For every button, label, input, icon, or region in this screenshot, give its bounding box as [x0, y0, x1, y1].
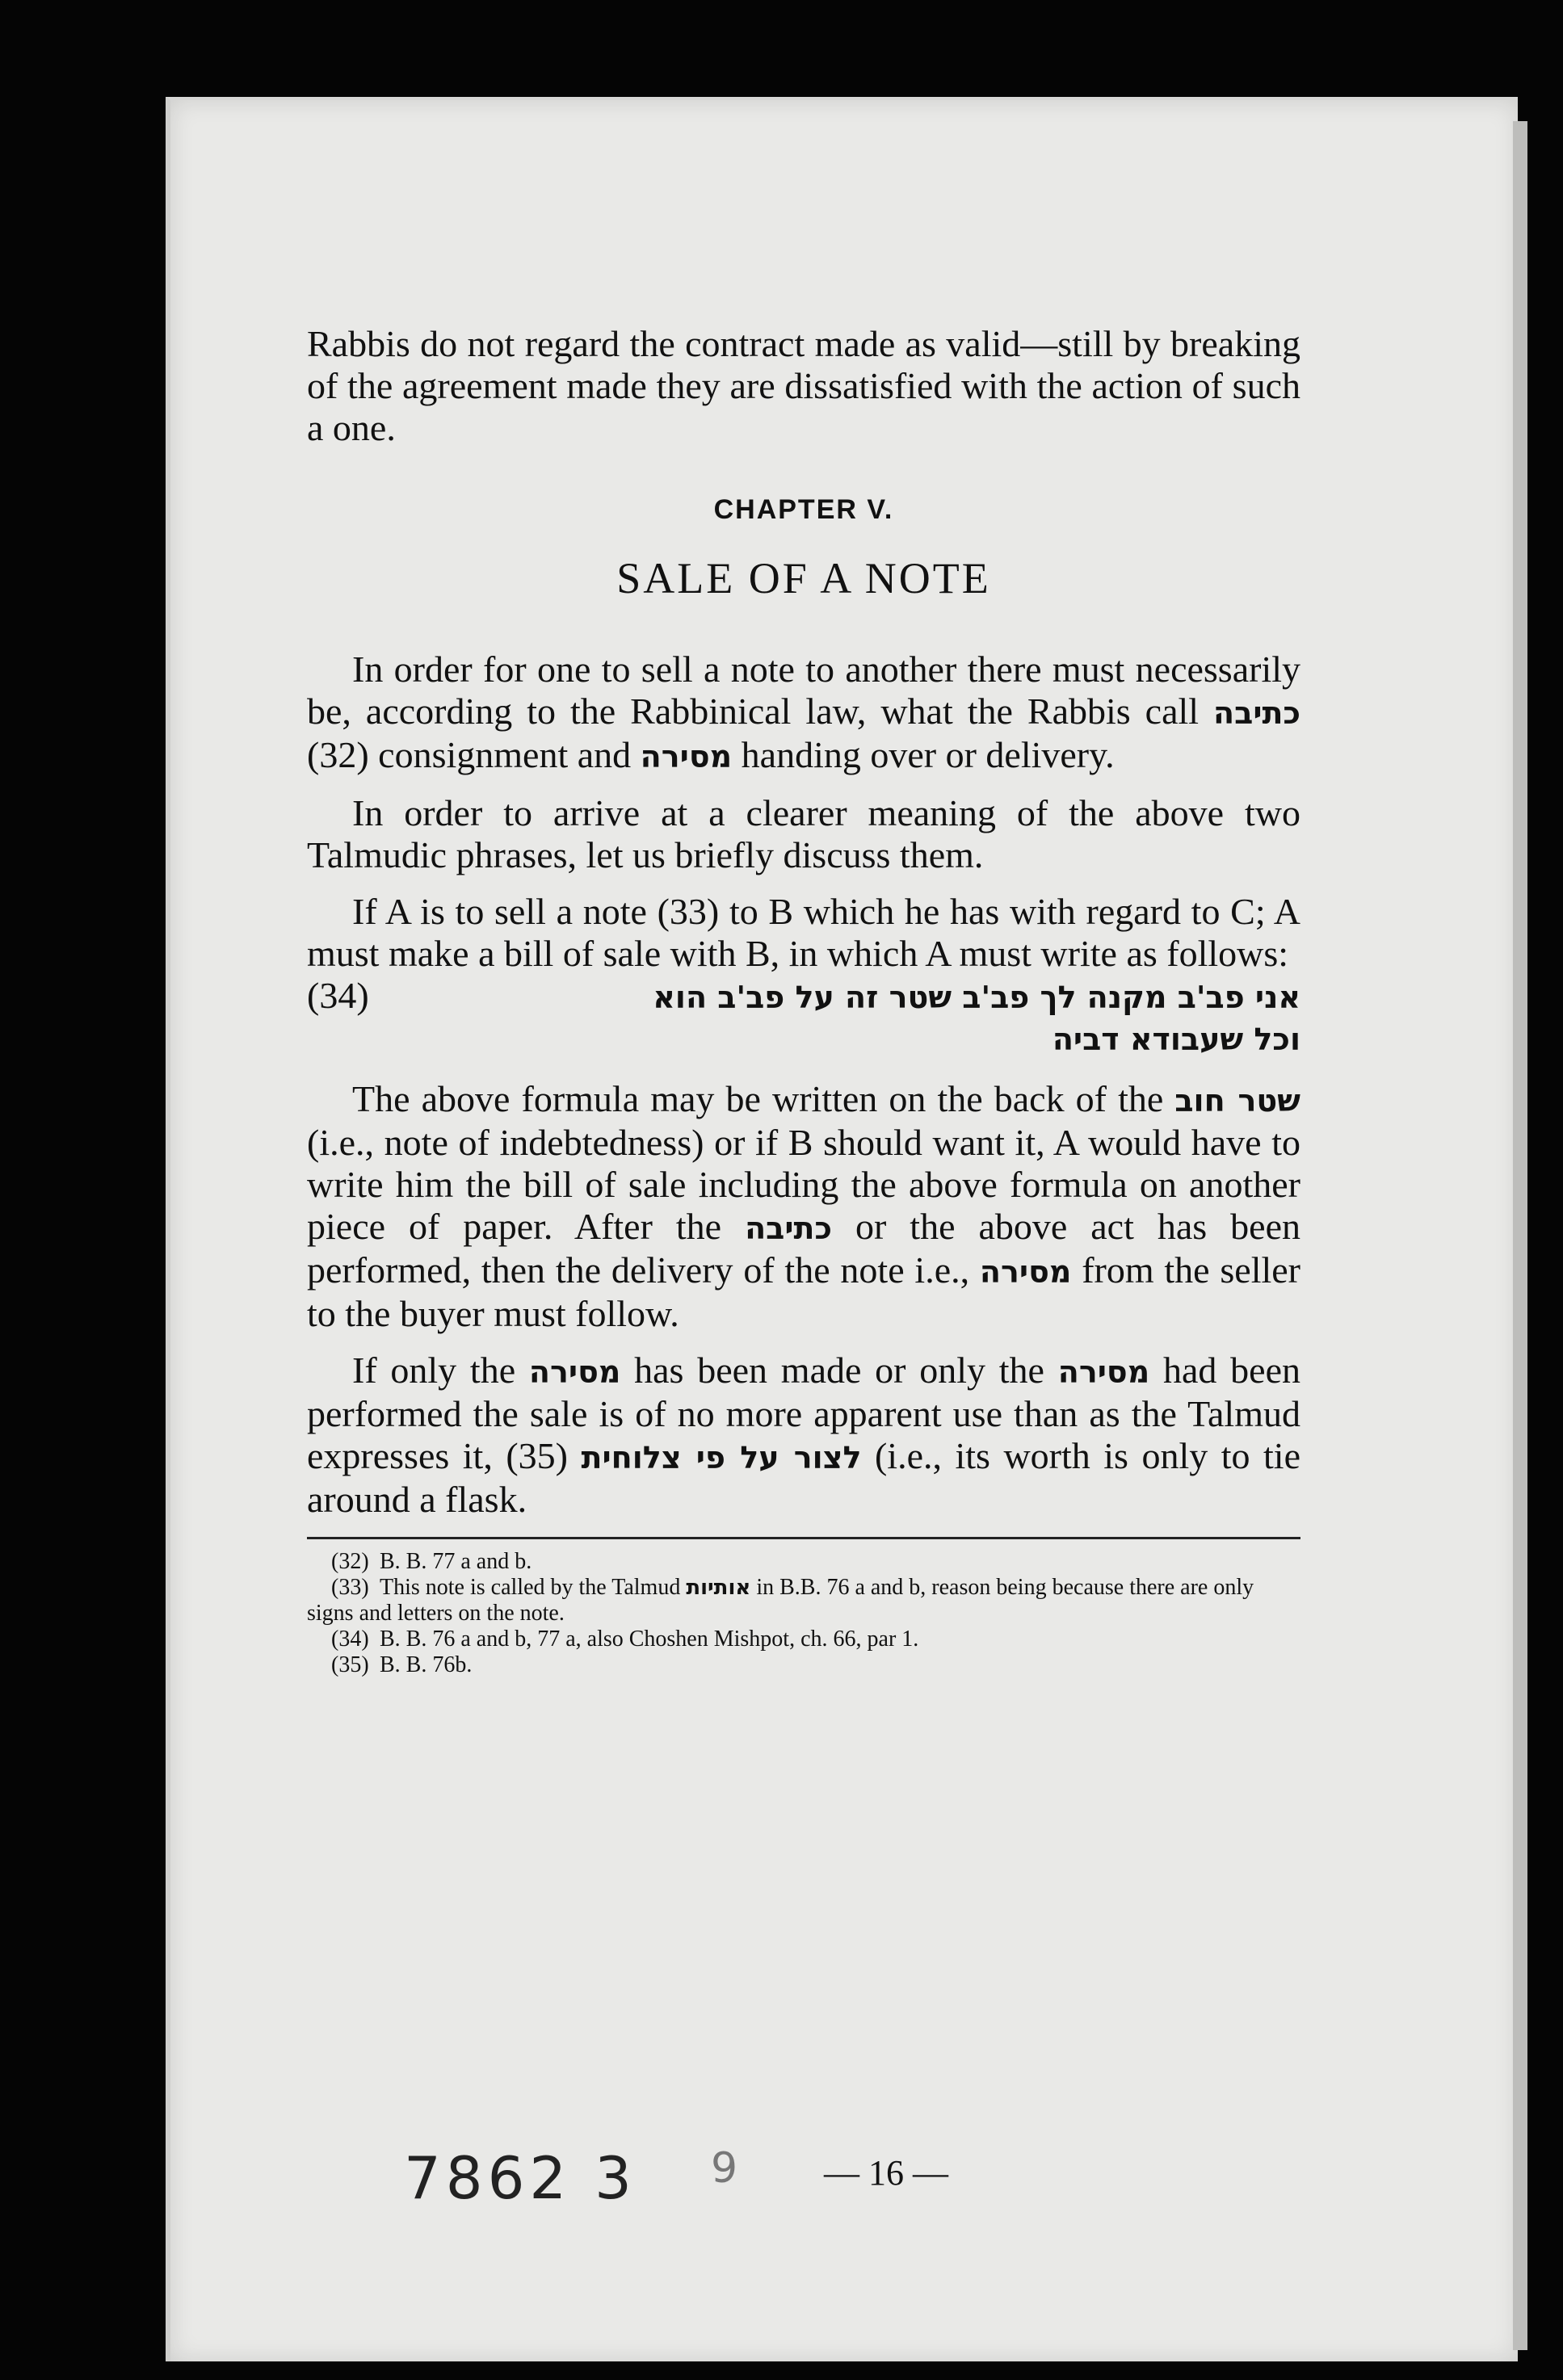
hebrew-term: כתיבה — [1213, 695, 1300, 731]
text-run: had been performed the sale is of no more apparent use than as the Talmud expresses it, (35) — [307, 1350, 1300, 1476]
hebrew-term: אותיות — [686, 1576, 751, 1600]
footnote — [307, 1652, 1300, 1678]
text-run: (i.e., its worth is only to tie around a flask. — [307, 1435, 1300, 1520]
paragraph-incomplete-sale — [307, 1350, 1300, 1521]
footnote-number: (35) — [331, 1652, 369, 1677]
footnote-text: B. B. 77 a and b. — [380, 1549, 532, 1574]
archive-stamp-mark: 9 — [711, 2144, 738, 2193]
paragraph-bill-of-sale: If A is to sell a note (33) to B which he has with regard to C; A must make a bill of sale with B, in which A must write as follows: — [307, 891, 1300, 974]
page-body — [307, 323, 1300, 1678]
footnote-number: (32) — [331, 1549, 369, 1574]
hebrew-term: מסירה — [528, 1354, 621, 1390]
hebrew-term: מסירה — [979, 1254, 1072, 1290]
hebrew-formula-line-1 — [307, 975, 1300, 1018]
text-run: (32) consignment and — [307, 734, 641, 775]
hebrew-term: כתיבה — [745, 1211, 833, 1246]
text-run: If only the — [352, 1350, 529, 1391]
footnote-text: B. B. 76b. — [380, 1652, 473, 1677]
hebrew-formula-line-2: וכל שעבודא דביה — [1052, 1022, 1300, 1057]
footnote — [307, 1549, 1300, 1575]
section-title: SALE OF A NOTE — [616, 554, 991, 602]
paragraph-sale-requirements — [307, 649, 1300, 778]
page-number: — 16 — — [824, 2153, 948, 2193]
text-run: handing over or delivery. — [732, 734, 1115, 775]
paragraph-talmudic-phrases: In order to arrive at a clearer meaning of the above two Talmudic phrases, let us briefly discuss them. — [307, 792, 1300, 875]
footnote — [307, 1627, 1300, 1652]
hebrew-term: מסירה — [1057, 1354, 1150, 1390]
footnote — [307, 1575, 1300, 1627]
text-run: has been made or only the — [620, 1350, 1058, 1391]
footnote-text: B. B. 76 a and b, 77 a, also Choshen Mishpot, ch. 66, par 1. — [380, 1627, 919, 1652]
hebrew-term: שטר חוב — [1174, 1083, 1301, 1119]
text-run: The above formula may be written on the back of the — [352, 1078, 1175, 1119]
hebrew-phrase: לצור על פי צלוחית — [581, 1440, 862, 1475]
text-run: or the above act has been performed, then the delivery of the note i.e., — [307, 1206, 1300, 1291]
footnote-divider — [307, 1537, 1300, 1539]
page-edge-shadow — [1513, 121, 1527, 2350]
footnote-text: This note is called by the Talmud — [380, 1575, 687, 1600]
text-run: from the seller to the buyer must follow. — [307, 1249, 1300, 1334]
text-run: (i.e., note of indebtedness) or if B should want it, A would have to write him the bill of sale including the above formula on another piece of paper. After the — [307, 1122, 1300, 1247]
archive-stamp-number: 7862 3 — [404, 2144, 637, 2212]
text-run: In order for one to sell a note to another there must necessarily be, according to the Rabbinical law, what the Rabbis call — [307, 649, 1300, 732]
paragraph-continuation: Rabbis do not regard the contract made as valid—still by breaking of the agreement made they are dissatisfied with the action of such a one. — [307, 323, 1300, 448]
footnote-ref: (34) — [307, 975, 369, 1016]
hebrew-term: מסירה — [640, 739, 733, 774]
footnote-text: in B.B. 76 a and b, reason being because there are only signs and letters on the note. — [307, 1575, 1254, 1626]
footnote-number: (33) — [331, 1575, 369, 1600]
footnote-number: (34) — [331, 1627, 369, 1652]
paragraph-formula-usage — [307, 1078, 1300, 1335]
hebrew-formula: אני פב'ב מקנה לך פב'ב שטר זה על פב'ב הוא — [653, 980, 1300, 1015]
chapter-heading: CHAPTER V. — [713, 494, 894, 525]
